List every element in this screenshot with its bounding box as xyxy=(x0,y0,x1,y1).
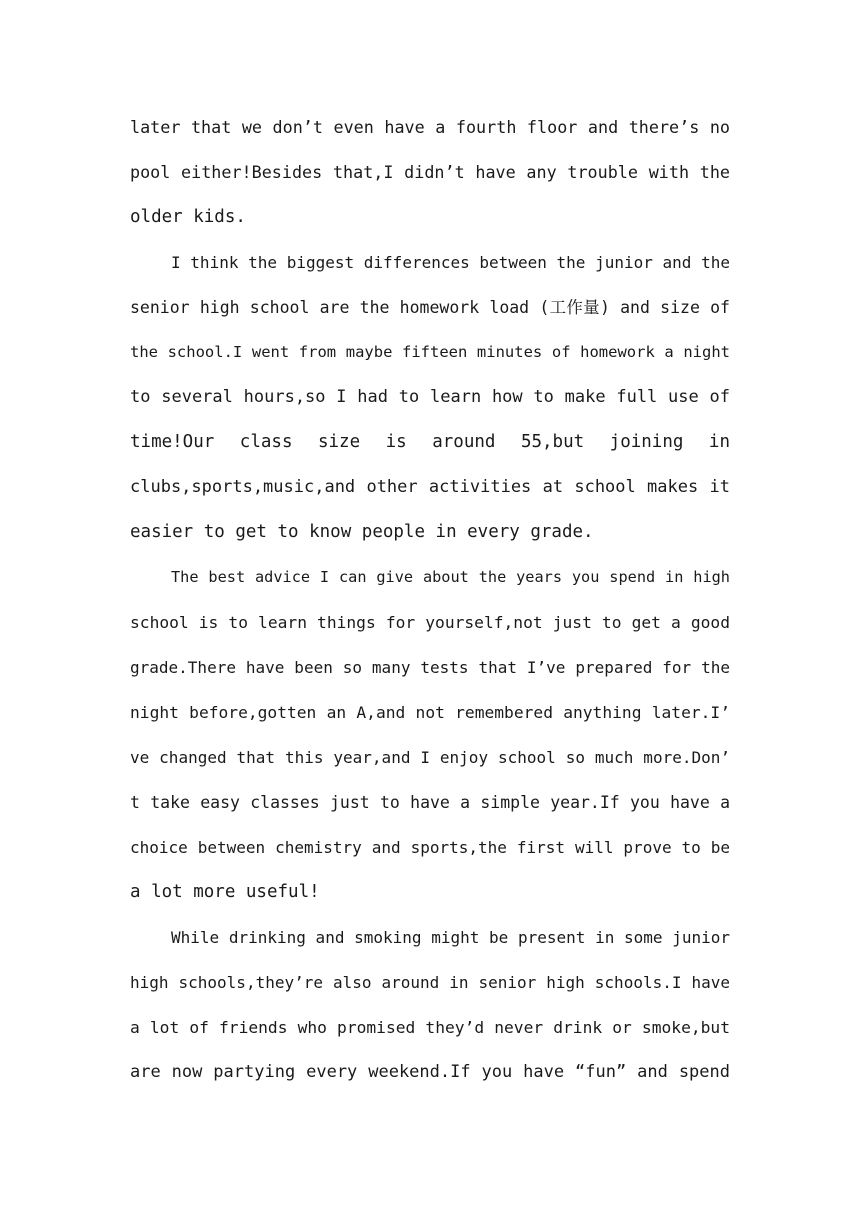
text-line: high schools,they’re also around in senior high schools.I have xyxy=(130,973,730,992)
text-line: to several hours,so I had to learn how to make full use of xyxy=(130,387,730,407)
text-line: senior high school are the homework load (工作量) and size of xyxy=(130,298,730,317)
text-line: a lot more useful! xyxy=(130,882,320,902)
text-line: a lot of friends who promised they’d never drink or smoke,but xyxy=(130,1018,730,1037)
text-line: night before,gotten an A,and not remembered anything later.I’ xyxy=(130,703,730,722)
text-line: clubs,sports,music,and other activities at school makes it xyxy=(130,477,730,497)
text-line: While drinking and smoking might be present in some junior xyxy=(171,928,730,947)
text-line: I think the biggest differences between the junior and the xyxy=(171,253,730,272)
text-line: are now partying every weekend.If you have “fun” and spend xyxy=(130,1062,730,1082)
text-line: grade.There have been so many tests that I’ve prepared for the xyxy=(130,658,730,677)
text-line: pool either!Besides that,I didn’t have any trouble with the xyxy=(130,162,730,182)
text-line: older kids. xyxy=(130,207,246,227)
text-line: the school.I went from maybe fifteen minutes of homework a night xyxy=(130,343,730,361)
document-body xyxy=(130,105,730,1095)
text-line: time!Our class size is around 55,but joining in xyxy=(130,432,730,452)
text-line: school is to learn things for yourself,not just to get a good xyxy=(130,613,730,632)
text-line: later that we don’t even have a fourth floor and there’s no xyxy=(130,117,730,137)
text-line: t take easy classes just to have a simple year.If you have a xyxy=(130,793,730,812)
text-line: choice between chemistry and sports,the first will prove to be xyxy=(130,838,730,857)
text-line: The best advice I can give about the years you spend in high xyxy=(171,568,730,586)
text-line: easier to get to know people in every grade. xyxy=(130,522,594,542)
text-line: ve changed that this year,and I enjoy school so much more.Don’ xyxy=(130,748,730,767)
